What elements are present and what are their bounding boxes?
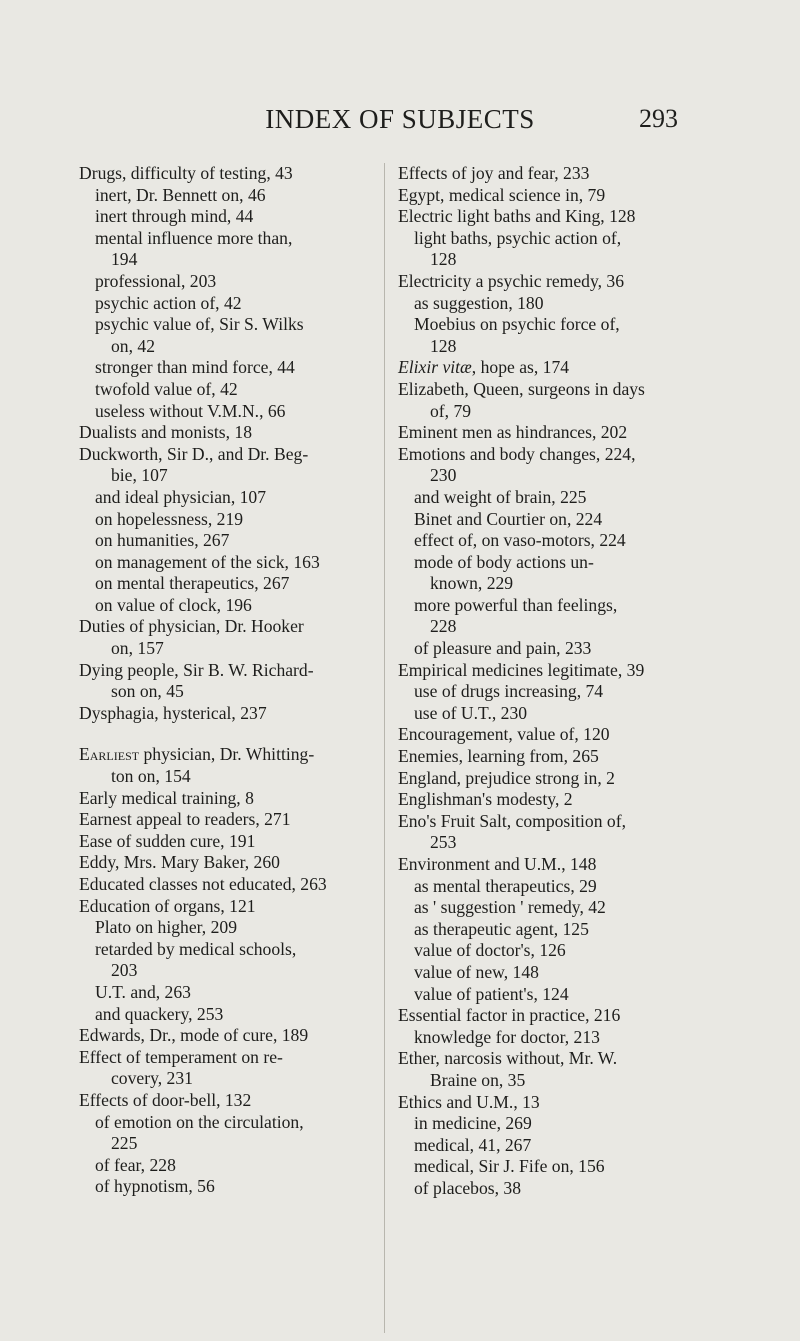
index-entry: useless without V.M.N., 66 [95, 400, 286, 421]
index-entry: of emotion on the circulation, [95, 1111, 304, 1132]
index-entry: Binet and Courtier on, 224 [414, 508, 603, 529]
index-entry: psychic value of, Sir S. Wilks [95, 314, 304, 335]
index-entry: Environment and U.M., 148 [398, 854, 597, 874]
index-entry: in medicine, 269 [414, 1113, 532, 1134]
index-entry: stronger than mind force, 44 [95, 357, 295, 378]
index-entry: 203 [111, 960, 138, 981]
index-entry: retarded by medical schools, [95, 938, 297, 959]
index-entry: Electric light baths and King, 128 [398, 206, 636, 227]
index-entry: value of new, 148 [414, 961, 539, 982]
index-entry: value of doctor's, 126 [414, 940, 566, 961]
index-entry: known, 229 [430, 573, 514, 594]
index-entry: Duties of physician, Dr. Hooker [79, 616, 304, 637]
index-entry: Edwards, Dr., mode of cure, 189 [79, 1025, 309, 1046]
index-entry: Dysphagia, hysterical, 237 [79, 702, 267, 723]
index-entry: on, 157 [111, 638, 164, 659]
index-entry: Education of organs, 121 [79, 895, 256, 916]
index-entry: Dying people, Sir B. W. Richard- [79, 659, 314, 680]
index-entry: inert, Dr. Bennett on, 46 [95, 184, 266, 205]
index-column-left [79, 163, 409, 1198]
index-entry: and ideal physician, 107 [95, 486, 267, 507]
index-entry: medical, Sir J. Fife on, 156 [414, 1156, 605, 1177]
index-entry: 228 [430, 616, 457, 637]
index-entry: effect of, on vaso-motors, 224 [414, 530, 626, 551]
index-entry: Earnest appeal to readers, 271 [79, 809, 291, 830]
index-entry: light baths, psychic action of, [414, 227, 622, 248]
index-entry: use of drugs increasing, 74 [414, 681, 604, 702]
index-entry: Englishman's modesty, 2 [398, 789, 573, 810]
index-entry: use of U.T., 230 [414, 702, 528, 723]
index-entry: professional, 203 [95, 270, 217, 291]
index-entry: medical, 41, 267 [414, 1134, 532, 1155]
index-entry: 253 [430, 832, 457, 853]
index-entry: son on, 45 [111, 681, 184, 702]
index-entry: on, 42 [111, 335, 155, 356]
index-entry: Plato on higher, 209 [95, 917, 237, 938]
index-entry: Duckworth, Sir D., and Dr. Beg- [79, 443, 309, 464]
index-entry: Eddy, Mrs. Mary Baker, 260 [79, 852, 280, 873]
index-entry: Essential factor in practice, 216 [398, 1005, 621, 1026]
index-entry: Braine on, 35 [430, 1069, 526, 1090]
index-entry: Effects of joy and fear, 233 [398, 163, 590, 183]
index-entry: England, prejudice strong in, 2 [398, 767, 615, 788]
index-entry: bie, 107 [111, 465, 168, 486]
index-entry: ton on, 154 [111, 766, 191, 787]
page-number: 293 [639, 104, 678, 133]
index-entry: of fear, 228 [95, 1154, 176, 1175]
index-column-right [384, 163, 728, 1333]
index-entry: Ethics and U.M., 13 [398, 1091, 540, 1112]
index-entry: 128 [430, 335, 457, 356]
index-entry: mental influence more than, [95, 227, 293, 248]
index-entry: Eno's Fruit Salt, composition of, [398, 810, 626, 831]
index-entry: 128 [430, 249, 457, 270]
index-entry: of placebos, 38 [414, 1177, 521, 1198]
index-entry: 194 [111, 249, 138, 270]
index-entry: Early medical training, 8 [79, 787, 254, 808]
index-entry: of, 79 [430, 400, 472, 421]
running-title: INDEX OF SUBJECTS [265, 104, 535, 134]
index-entry: Empirical medicines legitimate, 39 [398, 659, 645, 680]
index-entry: Dualists and monists, 18 [79, 422, 253, 443]
index-entry: Enemies, learning from, 265 [398, 746, 599, 767]
index-entry: Effect of temperament on re- [79, 1046, 283, 1067]
index-entry: covery, 231 [111, 1068, 193, 1089]
index-entry: Educated classes not educated, 263 [79, 874, 327, 894]
index-entry: Eminent men as hindrances, 202 [398, 422, 628, 443]
index-entry: Drugs, difficulty of testing, 43 [79, 163, 293, 183]
index-entry: as mental therapeutics, 29 [414, 875, 597, 896]
index-entry: 225 [111, 1133, 138, 1154]
index-entry: Encouragement, value of, 120 [398, 724, 610, 745]
index-entry: on mental therapeutics, 267 [95, 573, 290, 594]
index-entry: knowledge for doctor, 213 [414, 1026, 600, 1047]
index-entry: Emotions and body changes, 224, [398, 443, 636, 464]
index-entry: as therapeutic agent, 125 [414, 918, 589, 939]
index-entry: of hypnotism, 56 [95, 1176, 215, 1197]
index-entry: Earliest physician, Dr. Whitting- [79, 744, 315, 765]
index-entry: and quackery, 253 [95, 1003, 224, 1024]
index-entry: of pleasure and pain, 233 [414, 638, 592, 659]
page-header [0, 104, 800, 144]
index-entry: and weight of brain, 225 [414, 486, 587, 507]
index-entry: as ' suggestion ' remedy, 42 [414, 897, 606, 918]
index-entry: on value of clock, 196 [95, 594, 252, 615]
index-entry: Effects of door-bell, 132 [79, 1089, 252, 1110]
index-entry: Egypt, medical science in, 79 [398, 184, 606, 205]
index-entry: U.T. and, 263 [95, 981, 191, 1002]
index-entry: 230 [430, 465, 457, 486]
index-entry: twofold value of, 42 [95, 378, 238, 399]
index-entry: on management of the sick, 163 [95, 551, 320, 572]
index-entry: Ether, narcosis without, Mr. W. [398, 1048, 618, 1069]
index-entry: inert through mind, 44 [95, 206, 254, 227]
index-entry: Moebius on psychic force of, [414, 314, 620, 335]
index-entry: psychic action of, 42 [95, 292, 242, 313]
index-entry: Elizabeth, Queen, surgeons in days [398, 378, 645, 399]
index-entry: on humanities, 267 [95, 530, 230, 551]
index-entry: Ease of sudden cure, 191 [79, 830, 256, 851]
index-entry: mode of body actions un- [414, 551, 594, 572]
index-entry: value of patient's, 124 [414, 983, 569, 1004]
index-entry: Electricity a psychic remedy, 36 [398, 270, 625, 291]
index-entry: on hopelessness, 219 [95, 508, 244, 529]
index-entry: more powerful than feelings, [414, 594, 618, 615]
index-entry: Elixir vitæ, hope as, 174 [398, 357, 570, 378]
index-entry: as suggestion, 180 [414, 292, 544, 313]
